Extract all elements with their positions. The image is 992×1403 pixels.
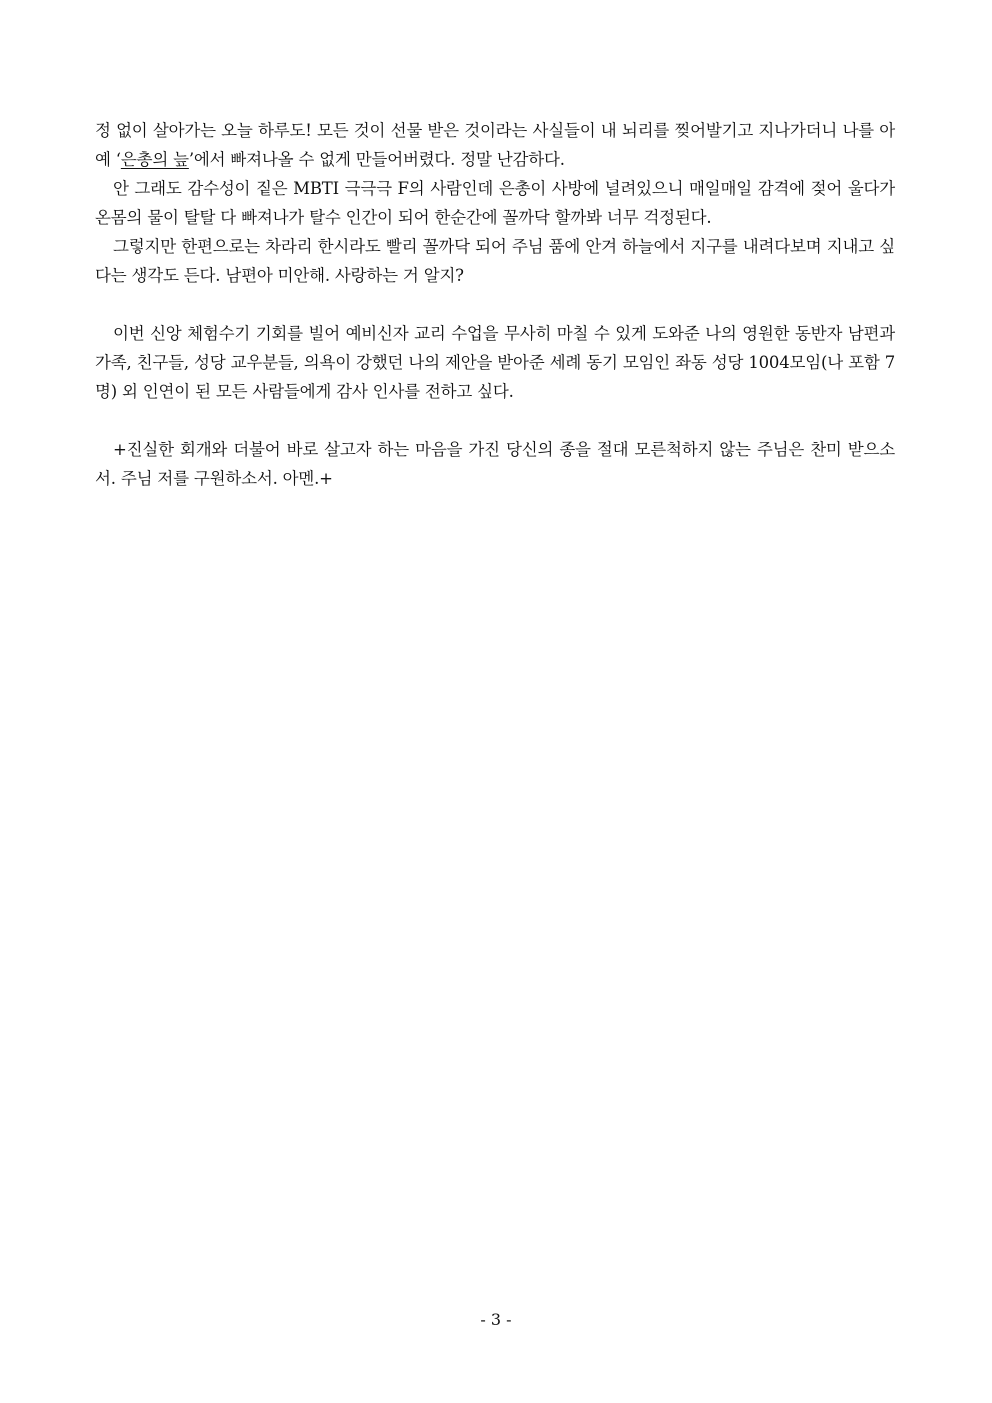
underlined-phrase: 은총의 늪 <box>120 150 189 169</box>
paragraph-spacer <box>95 406 895 435</box>
paragraph-1-tail: 에서 빠져나올 수 없게 만들어버렸다. 정말 난감하다. <box>193 150 565 169</box>
quote-close: ’ <box>188 150 194 169</box>
paragraph-spacer <box>95 290 895 319</box>
paragraph-4: 이번 신앙 체험수기 기회를 빌어 예비신자 교리 수업을 무사히 마칠 수 있게 도와준 나의 영원한 동반자 남편과 가족, 친구들, 성당 교우분들, 의욕이 강했던 나의 제안을 받아준 세례 동기 모임인 좌동 성당 1004모임(나 포함 7명) 외 인연이 된 모든 사람들에게 감사 인사를 전하고 싶다. <box>95 324 895 401</box>
paragraph-2: 안 그래도 감수성이 짙은 MBTI 극극극 F의 사람인데 은총이 사방에 널려있으니 매일매일 감격에 젖어 울다가 온몸의 물이 탈탈 다 빠져나가 탈수 인간이 되어 한순간에 꼴까닥 할까봐 너무 걱정된다. <box>95 179 895 227</box>
quote-open: ‘ <box>115 150 121 169</box>
page-number: - 3 - <box>480 1310 512 1329</box>
paragraph-3: 그렇지만 한편으로는 차라리 한시라도 빨리 꼴까닥 되어 주님 품에 안겨 하늘에서 지구를 내려다보며 지내고 싶다는 생각도 든다. 남편아 미안해. 사랑하는 거 알지? <box>95 237 895 285</box>
paragraph-1 <box>95 116 895 174</box>
paragraph-5: +진실한 회개와 더불어 바로 살고자 하는 마음을 가진 당신의 종을 절대 모른척하지 않는 주님은 찬미 받으소서. 주님 저를 구원하소서. 아멘.+ <box>95 440 895 488</box>
document-body <box>95 116 895 493</box>
paragraph-1-text: 정 없이 살아가는 오늘 하루도! 모든 것이 선물 받은 것이라는 사실들이 내 뇌리를 찢어발기고 지나가더니 나를 아예 <box>95 121 895 169</box>
